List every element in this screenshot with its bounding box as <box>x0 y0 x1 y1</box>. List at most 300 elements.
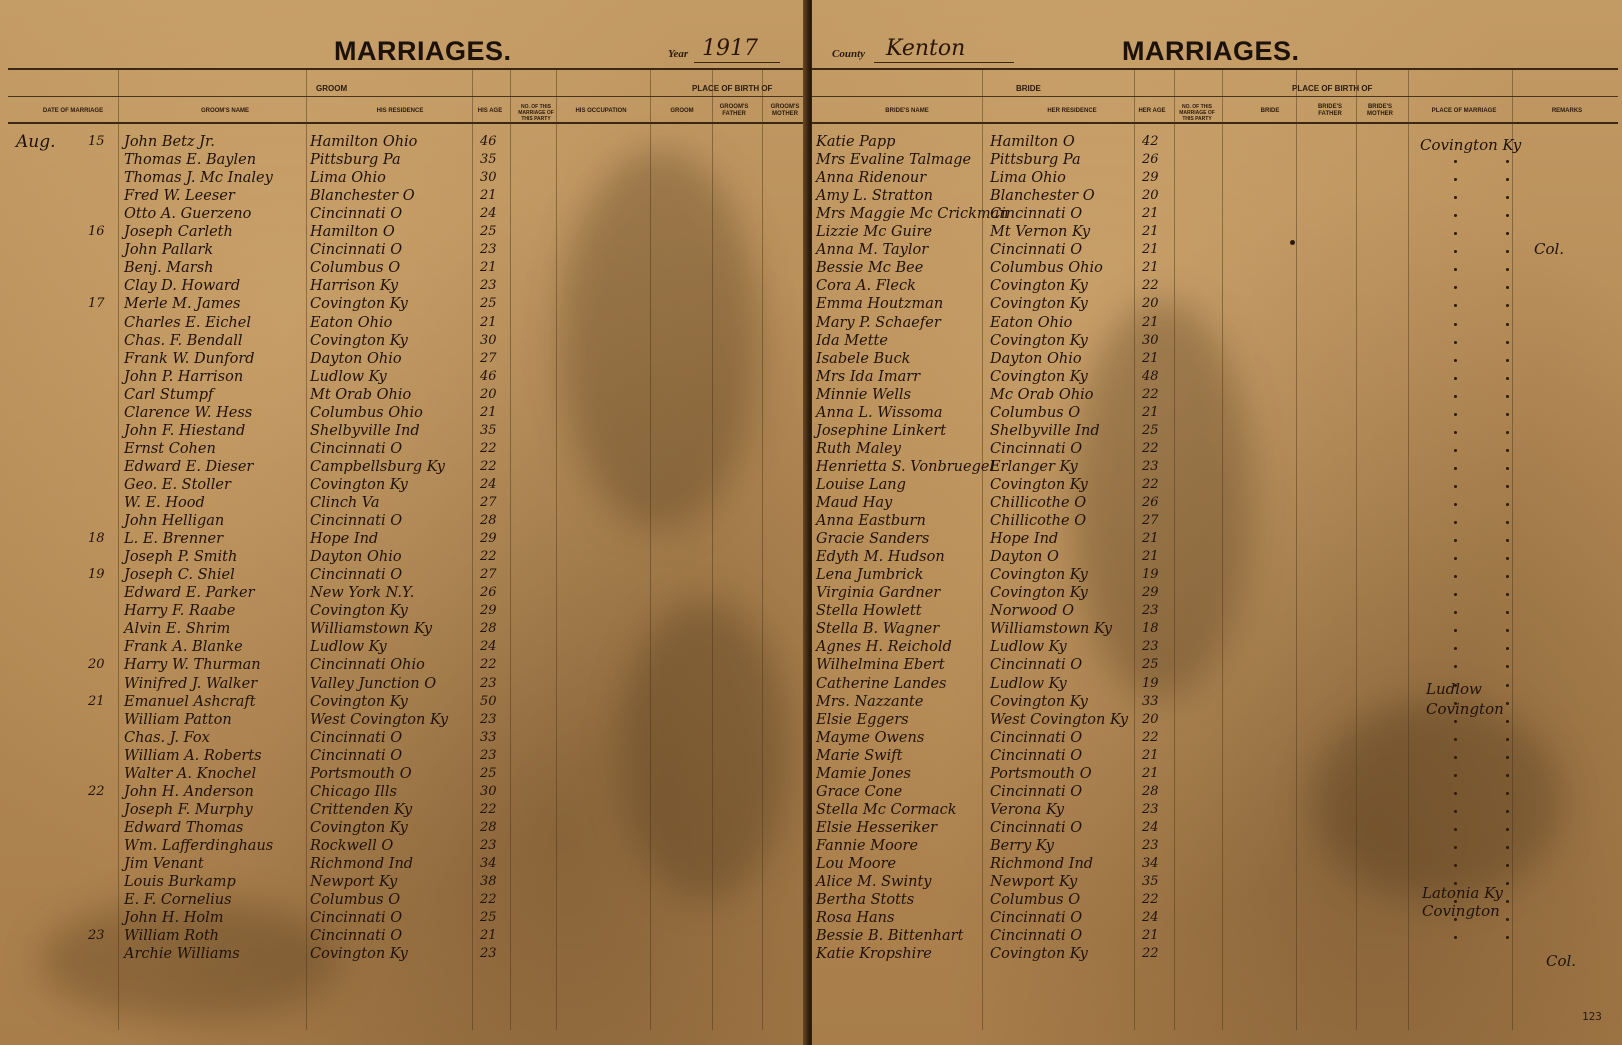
bride-name: Marie Swift <box>816 747 903 764</box>
bride-age: 21 <box>1142 549 1159 565</box>
groom-age: 23 <box>480 747 497 763</box>
groom-row <box>0 133 808 151</box>
bride-row <box>812 729 1622 747</box>
bride-age: 26 <box>1142 495 1159 510</box>
groom-age: 24 <box>480 206 497 222</box>
marriage-day: 17 <box>88 296 105 312</box>
bride-age: 29 <box>1142 585 1159 601</box>
groom-residence: Cincinnati O <box>310 747 403 764</box>
col-groom-birth: GROOM <box>670 108 694 114</box>
groom-row <box>0 368 808 386</box>
groom-residence: Ludlow Ky <box>310 368 387 385</box>
ditto-dot <box>1454 431 1457 434</box>
bride-name: Mrs Maggie Mc Crickman <box>816 206 1009 223</box>
bride-residence: Blanchester O <box>990 188 1095 205</box>
ditto-dot <box>1454 828 1457 831</box>
groom-name: W. E. Hood <box>124 495 205 511</box>
bride-name: Katie Papp <box>816 134 896 150</box>
groom-name: Ernst Cohen <box>124 440 216 457</box>
groom-residence: Pittsburg Pa <box>310 152 401 169</box>
ditto-dot <box>1506 395 1509 398</box>
bride-residence: Richmond Ind <box>990 856 1094 872</box>
bride-age: 20 <box>1142 711 1159 727</box>
groom-residence: Columbus O <box>310 892 401 909</box>
groom-residence: Covington Ky <box>310 603 408 620</box>
bride-row <box>812 386 1622 404</box>
marriage-day: 16 <box>88 224 105 240</box>
groom-name: Charles E. Eichel <box>124 314 251 331</box>
bride-residence: Ludlow Ky <box>990 675 1067 692</box>
groom-name: Winifred J. Walker <box>124 675 258 692</box>
groom-name: Edward E. Parker <box>124 585 255 602</box>
ditto-dot <box>1506 864 1509 867</box>
groom-age: 22 <box>480 549 497 565</box>
groom-name: Frank W. Dunford <box>124 350 255 367</box>
col-remarks: REMARKS <box>1551 108 1583 114</box>
bride-name: Katie Kropshire <box>816 946 932 963</box>
groom-row <box>0 765 808 783</box>
bride-name: Lou Moore <box>816 856 897 872</box>
bride-age: 26 <box>1142 152 1159 168</box>
groom-row <box>0 440 808 458</box>
groom-name: Harry F. Raabe <box>124 603 236 620</box>
ditto-dot <box>1454 377 1457 380</box>
groom-residence: Covington Ky <box>310 946 408 963</box>
bride-age: 24 <box>1142 819 1159 835</box>
groom-row <box>0 295 808 313</box>
groom-age: 25 <box>480 910 497 926</box>
bride-age: 20 <box>1142 296 1159 312</box>
col-date-of-marriage: DATE OF MARRIAGE <box>42 108 104 114</box>
bride-name: Grace Cone <box>816 783 903 800</box>
place-note-covington-2: Covington <box>1426 700 1504 718</box>
groom-age: 23 <box>480 711 497 727</box>
ditto-dot <box>1506 774 1509 777</box>
bride-row <box>812 295 1622 313</box>
groom-row <box>0 711 808 729</box>
groom-name: Joseph P. Smith <box>124 549 238 566</box>
groom-name: John P. Harrison <box>124 368 244 385</box>
groom-residence: Hope Ind <box>310 531 379 548</box>
bride-age: 35 <box>1142 874 1159 890</box>
groom-row <box>0 332 808 350</box>
groom-residence: Hamilton O <box>310 224 395 241</box>
groom-name: Joseph F. Murphy <box>124 801 253 818</box>
bride-row <box>812 765 1622 783</box>
groom-row <box>0 458 808 476</box>
bride-residence: Cincinnati O <box>990 928 1083 945</box>
ditto-dot <box>1506 413 1509 416</box>
groom-residence: Columbus Ohio <box>310 404 423 421</box>
ditto-dot <box>1454 774 1457 777</box>
groom-age: 27 <box>480 495 497 510</box>
groom-residence: Mt Orab Ohio <box>310 386 412 403</box>
bride-row <box>812 530 1622 548</box>
groom-residence: Crittenden Ky <box>310 801 413 818</box>
bride-row <box>812 783 1622 801</box>
bride-residence: Cincinnati O <box>990 657 1083 674</box>
bride-name: Virginia Gardner <box>816 585 941 602</box>
groom-row <box>0 620 808 638</box>
groom-name: Jim Venant <box>124 856 204 872</box>
bride-age: 34 <box>1142 856 1159 871</box>
groom-row <box>0 169 808 187</box>
bride-name: Edyth M. Hudson <box>816 549 945 566</box>
groom-residence: Covington Ky <box>310 332 408 349</box>
bride-age: 21 <box>1142 206 1159 222</box>
ditto-dot <box>1506 828 1509 831</box>
groom-row <box>0 566 808 584</box>
col-groom-occupation: HIS OCCUPATION <box>575 108 627 114</box>
groom-row <box>0 350 808 368</box>
groom-row <box>0 512 808 530</box>
bride-age: 21 <box>1142 765 1159 781</box>
groom-age: 46 <box>480 134 497 149</box>
groom-residence: New York N.Y. <box>310 585 415 602</box>
bride-name: Anna Ridenour <box>816 170 927 187</box>
bride-age: 27 <box>1142 513 1159 529</box>
ditto-dot <box>1454 449 1457 452</box>
groom-residence: Williamstown Ky <box>310 621 433 638</box>
bride-name: Fannie Moore <box>816 837 919 854</box>
right-page-title: MARRIAGES. <box>1122 36 1300 66</box>
bride-residence: Chillicothe O <box>990 495 1087 511</box>
bride-row <box>812 512 1622 530</box>
groom-name: Joseph C. Shiel <box>124 567 235 584</box>
bride-name: Alice M. Swinty <box>816 874 932 891</box>
groom-name: Chas. F. Bendall <box>124 332 243 349</box>
groom-age: 28 <box>480 819 497 835</box>
bride-residence: Dayton Ohio <box>990 350 1082 367</box>
bride-age: 30 <box>1142 332 1159 348</box>
bride-name: Mayme Owens <box>816 729 925 746</box>
bride-name: Mary P. Schaefer <box>816 314 941 331</box>
bride-row <box>812 314 1622 332</box>
ditto-dot <box>1506 341 1509 344</box>
groom-age: 22 <box>480 892 497 908</box>
ditto-dot <box>1506 485 1509 488</box>
col-bride-marriage-no: NO. OF THIS MARRIAGE OF THIS PARTY <box>1179 104 1215 122</box>
groom-name: John Pallark <box>124 242 214 259</box>
bride-age: 20 <box>1142 188 1159 204</box>
ditto-dot <box>1454 756 1457 759</box>
groom-row <box>0 783 808 801</box>
bride-age: 21 <box>1142 314 1159 330</box>
groom-residence: Campbellsburg Ky <box>310 458 445 475</box>
groom-age: 23 <box>480 837 497 853</box>
bride-age: 23 <box>1142 837 1159 853</box>
groom-age: 21 <box>480 188 497 204</box>
groom-age: 27 <box>480 567 497 583</box>
groom-residence: Covington Ky <box>310 476 408 493</box>
bride-name: Ida Mette <box>816 332 888 349</box>
bride-age: 22 <box>1142 946 1159 962</box>
col-bride-mother: BRIDE'S MOTHER <box>1367 104 1393 117</box>
groom-row <box>0 927 808 945</box>
groom-name: Archie Williams <box>124 946 240 963</box>
marriage-day: 23 <box>88 928 105 944</box>
bride-row <box>812 837 1622 855</box>
marriage-day: 15 <box>88 134 105 149</box>
ditto-dot <box>1454 864 1457 867</box>
bride-name: Mrs Ida Imarr <box>816 368 921 385</box>
groom-residence: Rockwell O <box>310 837 394 854</box>
groom-name: William Roth <box>124 928 220 945</box>
groom-name: Edward Thomas <box>124 819 244 836</box>
bride-name: Catherine Landes <box>816 675 947 692</box>
bride-residence: Cincinnati O <box>990 440 1083 457</box>
bride-residence: Covington Ky <box>990 585 1088 602</box>
groom-residence: Covington Ky <box>310 693 408 710</box>
groom-residence: Cincinnati O <box>310 440 403 457</box>
bride-row <box>812 602 1622 620</box>
groom-age: 46 <box>480 368 497 384</box>
bride-residence: Cincinnati O <box>990 729 1083 746</box>
groom-age: 26 <box>480 585 497 601</box>
bride-group-label: BRIDE <box>1016 84 1041 93</box>
bride-age: 21 <box>1142 224 1159 240</box>
col-place-of-marriage: PLACE OF MARRIAGE <box>1431 108 1497 114</box>
groom-name: Louis Burkamp <box>124 874 236 891</box>
bride-name: Wilhelmina Ebert <box>816 657 945 674</box>
ditto-dot <box>1506 323 1509 326</box>
bride-name: Anna L. Wissoma <box>816 404 943 421</box>
groom-name: Benj. Marsh <box>124 260 214 277</box>
bride-name: Henrietta S. Vonbruegel <box>816 458 995 475</box>
bride-name: Elsie Eggers <box>816 711 909 728</box>
groom-age: 25 <box>480 296 497 312</box>
bride-row <box>812 368 1622 386</box>
groom-residence: Newport Ky <box>310 874 398 891</box>
col-bride-residence: HER RESIDENCE <box>1047 108 1097 114</box>
groom-name: Merle M. James <box>124 296 241 313</box>
right-page-bride <box>812 0 1622 1045</box>
bride-name: Bessie B. Bittenhart <box>816 928 964 945</box>
bride-age: 22 <box>1142 386 1159 402</box>
bride-residence: Williamstown Ky <box>990 621 1113 638</box>
ditto-dot <box>1454 467 1457 470</box>
bride-age: 24 <box>1142 910 1159 926</box>
groom-row <box>0 548 808 566</box>
col-groom-father: GROOM'S FATHER <box>719 104 749 117</box>
bride-age: 23 <box>1142 801 1159 817</box>
groom-name: John Betz Jr. <box>124 134 215 150</box>
ditto-dot <box>1506 846 1509 849</box>
bride-residence: Verona Ky <box>990 801 1065 818</box>
bride-residence: Columbus Ohio <box>990 260 1103 277</box>
groom-age: 24 <box>480 639 497 655</box>
groom-row <box>0 873 808 891</box>
bride-residence: Erlanger Ky <box>990 458 1078 475</box>
groom-name: John F. Hiestand <box>124 422 246 439</box>
groom-age: 28 <box>480 513 497 529</box>
bride-row <box>812 945 1622 963</box>
bride-residence: Covington Ky <box>990 693 1088 710</box>
bride-residence: Newport Ky <box>990 874 1078 891</box>
bride-residence: Hamilton O <box>990 134 1075 150</box>
groom-residence: Cincinnati O <box>310 206 403 223</box>
col-groom-marriage-no: NO. OF THIS MARRIAGE OF THIS PARTY <box>518 104 554 122</box>
groom-row <box>0 422 808 440</box>
groom-name: William Patton <box>124 711 232 728</box>
groom-age: 23 <box>480 675 497 691</box>
bride-residence: Hope Ind <box>990 531 1059 548</box>
groom-row <box>0 386 808 404</box>
bride-row <box>812 440 1622 458</box>
bride-row <box>812 675 1622 693</box>
bride-name: Gracie Sanders <box>816 531 930 548</box>
ditto-dot <box>1506 702 1509 705</box>
ditto-dot <box>1454 503 1457 506</box>
groom-age: 25 <box>480 224 497 240</box>
bride-name: Lena Jumbrick <box>816 567 924 584</box>
bride-residence: Mc Orab Ohio <box>990 386 1094 403</box>
bride-name: Cora A. Fleck <box>816 278 916 295</box>
groom-row <box>0 205 808 223</box>
groom-row <box>0 476 808 494</box>
groom-name: Fred W. Leeser <box>124 188 235 205</box>
bride-age: 21 <box>1142 928 1159 944</box>
place-note-covington-1: Covington Ky <box>1420 136 1522 154</box>
col-groom-mother: GROOM'S MOTHER <box>770 104 800 117</box>
groom-row <box>0 693 808 711</box>
bride-name: Josephine Linkert <box>816 422 947 439</box>
groom-name: John H. Holm <box>124 910 224 927</box>
bride-row <box>812 638 1622 656</box>
groom-age: 21 <box>480 928 497 944</box>
groom-residence: Clinch Va <box>310 495 380 511</box>
groom-name: John Helligan <box>124 513 225 530</box>
bride-residence: Norwood O <box>990 603 1074 620</box>
bride-age: 22 <box>1142 729 1159 745</box>
groom-row <box>0 675 808 693</box>
col-groom-name: GROOM'S NAME <box>200 108 250 114</box>
groom-residence: Cincinnati O <box>310 729 403 746</box>
groom-residence: Dayton Ohio <box>310 350 402 367</box>
groom-row <box>0 819 808 837</box>
county-value: Kenton <box>886 36 966 61</box>
groom-row <box>0 151 808 169</box>
bride-name: Stella Howlett <box>816 603 922 620</box>
bride-row <box>812 332 1622 350</box>
bride-residence: Shelbyville Ind <box>990 422 1100 439</box>
bride-residence: Cincinnati O <box>990 206 1083 223</box>
groom-age: 27 <box>480 350 497 366</box>
groom-group-label: GROOM <box>316 84 348 93</box>
bride-age: 21 <box>1142 260 1159 276</box>
groom-age: 30 <box>480 332 497 348</box>
bride-row <box>812 656 1622 674</box>
bride-residence: Columbus O <box>990 892 1081 909</box>
ditto-dot <box>1454 323 1457 326</box>
bride-name: Minnie Wells <box>816 386 912 403</box>
county-label: County <box>832 48 866 60</box>
bride-residence: Covington Ky <box>990 332 1088 349</box>
bride-age: 21 <box>1142 350 1159 366</box>
bride-age: 22 <box>1142 892 1159 908</box>
bride-age: 29 <box>1142 170 1159 186</box>
bride-name: Elsie Hesseriker <box>816 819 938 836</box>
bride-age: 19 <box>1142 567 1159 583</box>
bride-age: 21 <box>1142 531 1159 547</box>
marriage-day: 22 <box>88 783 105 799</box>
groom-age: 29 <box>480 603 497 619</box>
groom-row <box>0 801 808 819</box>
groom-age: 21 <box>480 314 497 330</box>
groom-row <box>0 259 808 277</box>
bride-residence: West Covington Ky <box>990 711 1129 728</box>
bride-row <box>812 747 1622 765</box>
ditto-dot <box>1506 684 1509 687</box>
ditto-dot <box>1506 756 1509 759</box>
col-bride-father: BRIDE'S FATHER <box>1317 104 1343 117</box>
bride-residence: Covington Ky <box>990 567 1088 584</box>
bride-residence: Covington Ky <box>990 476 1088 493</box>
bride-residence: Ludlow Ky <box>990 639 1067 656</box>
ditto-dot <box>1454 485 1457 488</box>
bride-row <box>812 205 1622 223</box>
groom-age: 28 <box>480 621 497 637</box>
ditto-dot <box>1506 792 1509 795</box>
groom-name: Thomas J. Mc Inaley <box>124 170 273 187</box>
groom-row <box>0 530 808 548</box>
bride-row <box>812 187 1622 205</box>
bride-age: 23 <box>1142 639 1159 655</box>
groom-residence: Lima Ohio <box>310 170 386 187</box>
bride-age: 18 <box>1142 621 1159 637</box>
groom-age: 21 <box>480 404 497 420</box>
left-birth-group-label: PLACE OF BIRTH OF <box>692 84 773 93</box>
groom-age: 23 <box>480 946 497 962</box>
groom-age: 50 <box>480 693 497 709</box>
bride-row <box>812 855 1622 873</box>
bride-row <box>812 801 1622 819</box>
bride-name: Bertha Stotts <box>816 892 915 909</box>
groom-name: Joseph Carleth <box>124 224 233 241</box>
groom-name: Walter A. Knochel <box>124 765 257 782</box>
bride-row <box>812 458 1622 476</box>
marriage-day: 20 <box>88 657 105 673</box>
bride-name: Emma Houtzman <box>816 296 944 313</box>
bride-name: Bessie Mc Bee <box>816 260 924 277</box>
groom-name: Geo. E. Stoller <box>124 476 231 493</box>
groom-residence: Cincinnati O <box>310 242 403 259</box>
groom-age: 33 <box>480 729 497 745</box>
groom-row <box>0 494 808 512</box>
bride-name: Ruth Maley <box>816 440 901 457</box>
bride-name: Isabele Buck <box>816 350 911 367</box>
groom-residence: Covington Ky <box>310 296 408 313</box>
groom-residence: Shelbyville Ind <box>310 422 420 439</box>
groom-name: Thomas E. Baylen <box>124 152 257 169</box>
marriage-month: Aug. <box>16 132 56 152</box>
ditto-dot <box>1506 431 1509 434</box>
bride-row <box>812 241 1622 259</box>
place-note-latonia: Latonia Ky <box>1422 884 1503 902</box>
groom-residence: Cincinnati O <box>310 513 403 530</box>
bride-residence: Lima Ohio <box>990 170 1066 187</box>
remark-col-1: Col. <box>1534 240 1565 258</box>
col-bride-age: HER AGE <box>1138 108 1166 114</box>
ditto-dot <box>1454 846 1457 849</box>
groom-age: 22 <box>480 458 497 474</box>
col-groom-age: HIS AGE <box>477 108 503 114</box>
bride-residence: Cincinnati O <box>990 783 1083 800</box>
col-groom-residence: HIS RESIDENCE <box>376 108 424 114</box>
groom-residence: Cincinnati Ohio <box>310 657 425 674</box>
ditto-dot <box>1454 413 1457 416</box>
groom-residence: Cincinnati O <box>310 910 403 927</box>
